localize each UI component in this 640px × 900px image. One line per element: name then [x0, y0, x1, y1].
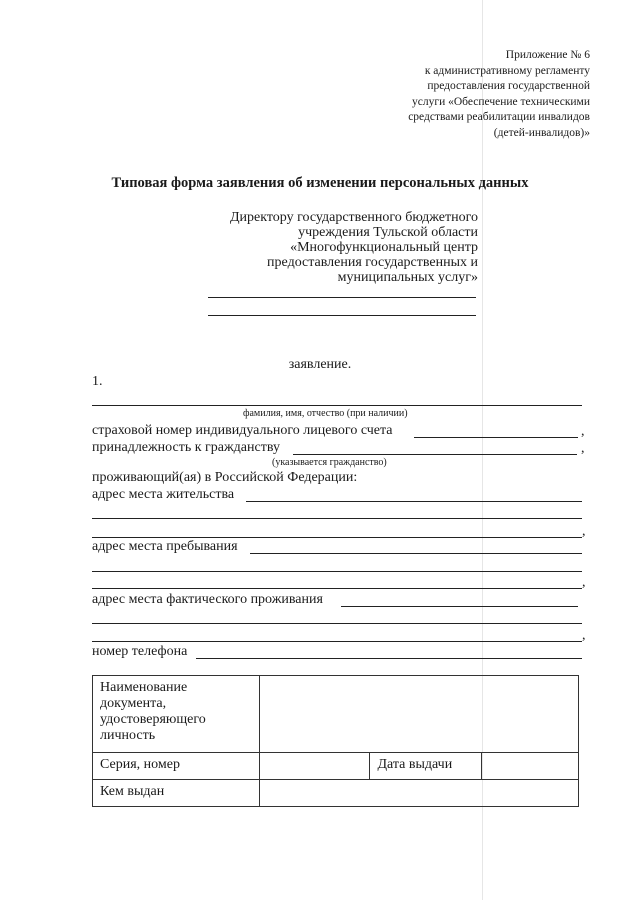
stay-address-comma: , — [582, 575, 586, 590]
actual-address-label: адрес места фактического проживания — [92, 592, 323, 607]
actual-address-line-1[interactable] — [341, 606, 578, 607]
stay-address-line-2[interactable] — [92, 571, 582, 572]
table-row — [93, 780, 579, 807]
applicant-name-line-2[interactable] — [208, 315, 476, 316]
series-number-label: Серия, номер — [93, 753, 260, 780]
form-title: Типовая форма заявления об изменении персональных данных — [111, 175, 529, 191]
citizenship-label: принадлежность к гражданству — [92, 440, 280, 455]
recipient-line: предоставления государственных и — [267, 255, 478, 270]
recipient-line: муниципальных услуг» — [337, 270, 478, 285]
issued-by-cell[interactable] — [259, 780, 578, 807]
appendix-line: к административному регламенту — [424, 64, 590, 77]
actual-address-line-2[interactable] — [92, 623, 582, 624]
document-title: заявление. — [288, 357, 352, 372]
residence-address-line-1[interactable] — [246, 501, 582, 502]
recipient-line: Директору государственного бюджетного — [229, 210, 478, 225]
phone-field-line[interactable] — [196, 658, 582, 659]
phone-label: номер телефона — [92, 644, 188, 659]
actual-address-comma: , — [582, 628, 586, 643]
actual-address-line-3[interactable] — [92, 641, 582, 642]
recipient-line: учреждения Тульской области — [298, 225, 478, 240]
issue-date-cell[interactable] — [482, 753, 579, 780]
snils-comma: , — [581, 424, 585, 439]
appendix-line: услуги «Обеспечение техническими — [412, 95, 590, 108]
fio-field-line[interactable] — [92, 405, 582, 406]
residence-address-line-3[interactable] — [92, 537, 582, 538]
citizenship-field-line[interactable] — [293, 454, 577, 455]
citizenship-comma: , — [581, 441, 585, 456]
table-row — [93, 676, 579, 753]
recipient-block — [200, 210, 478, 285]
residence-address-comma: , — [582, 524, 586, 539]
stay-address-label: адрес места пребывания — [92, 539, 238, 554]
id-document-table — [92, 675, 579, 807]
residence-address-line-2[interactable] — [92, 518, 582, 519]
issued-by-label: Кем выдан — [93, 780, 260, 807]
applicant-name-line[interactable] — [208, 297, 476, 298]
appendix-line: предоставления государственной — [427, 80, 590, 92]
recipient-line: «Многофункциональный центр — [290, 240, 478, 255]
stay-address-line-1[interactable] — [250, 553, 582, 554]
citizenship-caption: (указывается гражданство) — [272, 457, 387, 468]
fio-caption: фамилия, имя, отчество (при наличии) — [243, 408, 408, 419]
snils-label: страховой номер индивидуального лицевого счета — [92, 423, 393, 438]
table-row — [93, 753, 579, 780]
appendix-line: Приложение № 6 — [505, 49, 590, 61]
stay-address-line-3[interactable] — [92, 588, 582, 589]
item-number: 1. — [92, 374, 103, 389]
series-number-cell[interactable] — [259, 753, 370, 780]
appendix-line: средствами реабилитации инвалидов — [408, 111, 590, 123]
issue-date-label: Дата выдачи — [370, 753, 482, 780]
id-document-name-cell[interactable] — [259, 676, 578, 753]
snils-field-line[interactable] — [414, 437, 578, 438]
id-document-name-label: Наименование документа, удостоверяющего личность — [93, 676, 260, 753]
residing-label: проживающий(ая) в Российской Федерации: — [92, 470, 358, 485]
appendix-header — [320, 48, 590, 141]
residence-address-label: адрес места жительства — [92, 487, 235, 502]
appendix-line: (детей-инвалидов)» — [493, 126, 590, 139]
